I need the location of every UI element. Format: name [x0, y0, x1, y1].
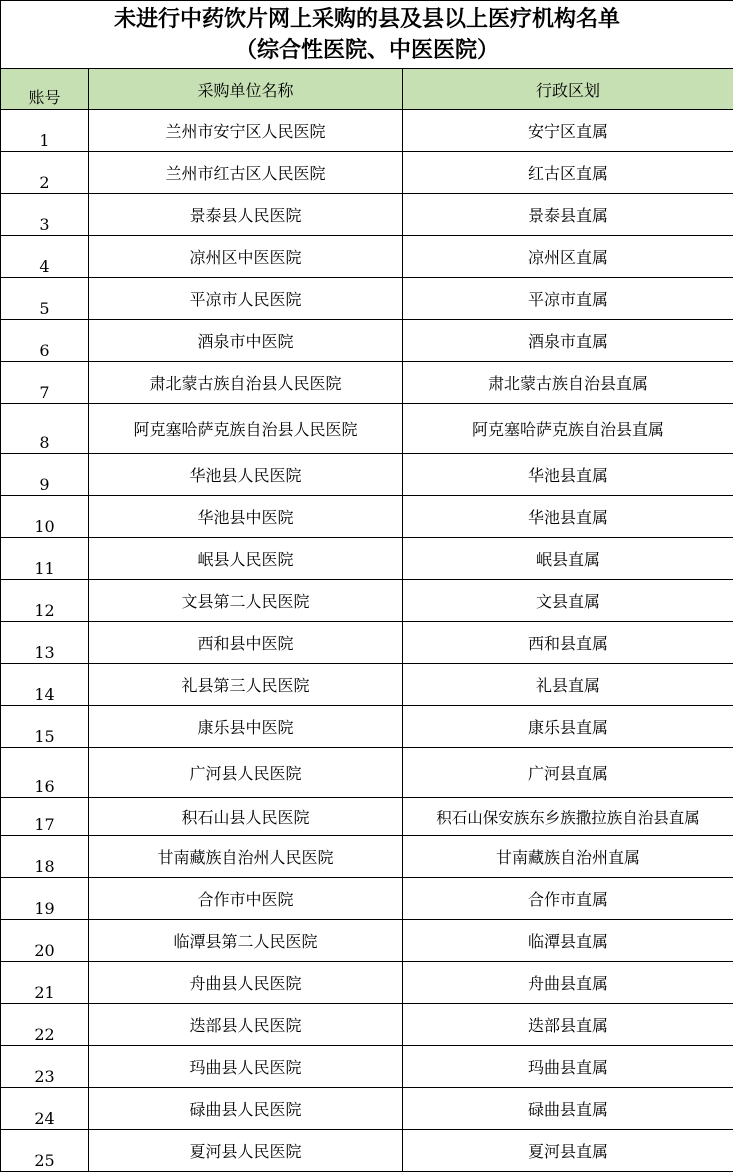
table-row: [1, 454, 733, 496]
row-hospital-name: 康乐县中医院: [89, 706, 403, 748]
row-region: 碌曲县直属: [403, 1088, 733, 1130]
row-id: 17: [1, 798, 89, 836]
table-row: [1, 920, 733, 962]
title-line-2: （综合性医院、中医医院）: [1, 35, 733, 66]
table-row: [1, 878, 733, 920]
table-row: [1, 622, 733, 664]
table-row: [1, 1004, 733, 1046]
row-region: 夏河县直属: [403, 1130, 733, 1172]
row-id: 18: [1, 836, 89, 878]
row-region: 肃北蒙古族自治县直属: [403, 362, 733, 404]
row-hospital-name: 甘南藏族自治州人民医院: [89, 836, 403, 878]
row-hospital-name: 积石山县人民医院: [89, 798, 403, 836]
row-region: 酒泉市直属: [403, 320, 733, 362]
table-row: [1, 962, 733, 1004]
row-id: 14: [1, 664, 89, 706]
column-header-id: 账号: [1, 69, 89, 110]
row-id: 5: [1, 278, 89, 320]
table-row: [1, 362, 733, 404]
row-region: 玛曲县直属: [403, 1046, 733, 1088]
row-hospital-name: 阿克塞哈萨克族自治县人民医院: [89, 404, 403, 454]
row-hospital-name: 平凉市人民医院: [89, 278, 403, 320]
row-region: 岷县直属: [403, 538, 733, 580]
row-region: 舟曲县直属: [403, 962, 733, 1004]
row-hospital-name: 兰州市红古区人民医院: [89, 152, 403, 194]
row-region: 临潭县直属: [403, 920, 733, 962]
row-region: 迭部县直属: [403, 1004, 733, 1046]
table-row: [1, 320, 733, 362]
row-hospital-name: 广河县人民医院: [89, 748, 403, 798]
table-row: [1, 748, 733, 798]
row-region: 华池县直属: [403, 454, 733, 496]
row-hospital-name: 文县第二人民医院: [89, 580, 403, 622]
row-region: 红古区直属: [403, 152, 733, 194]
table-row: [1, 798, 733, 836]
row-id: 19: [1, 878, 89, 920]
table-row: [1, 278, 733, 320]
row-id: 2: [1, 152, 89, 194]
row-hospital-name: 兰州市安宁区人民医院: [89, 110, 403, 152]
row-id: 15: [1, 706, 89, 748]
header-row: [1, 69, 733, 110]
row-hospital-name: 临潭县第二人民医院: [89, 920, 403, 962]
table-row: [1, 110, 733, 152]
table-row: [1, 538, 733, 580]
row-hospital-name: 碌曲县人民医院: [89, 1088, 403, 1130]
title-row: [1, 1, 733, 69]
row-id: 4: [1, 236, 89, 278]
row-hospital-name: 凉州区中医医院: [89, 236, 403, 278]
row-hospital-name: 岷县人民医院: [89, 538, 403, 580]
table-row: [1, 1088, 733, 1130]
title-cell: [1, 1, 733, 69]
row-id: 3: [1, 194, 89, 236]
row-id: 9: [1, 454, 89, 496]
table-row: [1, 664, 733, 706]
row-id: 11: [1, 538, 89, 580]
row-id: 1: [1, 110, 89, 152]
row-id: 12: [1, 580, 89, 622]
row-region: 景泰县直属: [403, 194, 733, 236]
row-hospital-name: 景泰县人民医院: [89, 194, 403, 236]
row-hospital-name: 合作市中医院: [89, 878, 403, 920]
title-line-1: 未进行中药饮片网上采购的县及县以上医疗机构名单: [1, 4, 733, 35]
row-hospital-name: 华池县人民医院: [89, 454, 403, 496]
row-region: 平凉市直属: [403, 278, 733, 320]
row-region: 阿克塞哈萨克族自治县直属: [403, 404, 733, 454]
row-region: 凉州区直属: [403, 236, 733, 278]
row-region: 西和县直属: [403, 622, 733, 664]
row-id: 16: [1, 748, 89, 798]
column-header-region: 行政区划: [403, 69, 733, 110]
row-hospital-name: 舟曲县人民医院: [89, 962, 403, 1004]
row-id: 8: [1, 404, 89, 454]
row-id: 20: [1, 920, 89, 962]
row-hospital-name: 肃北蒙古族自治县人民医院: [89, 362, 403, 404]
row-region: 安宁区直属: [403, 110, 733, 152]
table-row: [1, 706, 733, 748]
table-row: [1, 580, 733, 622]
row-id: 23: [1, 1046, 89, 1088]
table-row: [1, 1130, 733, 1172]
row-hospital-name: 西和县中医院: [89, 622, 403, 664]
row-region: 广河县直属: [403, 748, 733, 798]
column-header-name: 采购单位名称: [89, 69, 403, 110]
row-region: 合作市直属: [403, 878, 733, 920]
table-row: [1, 404, 733, 454]
row-hospital-name: 夏河县人民医院: [89, 1130, 403, 1172]
row-id: 10: [1, 496, 89, 538]
table-row: [1, 496, 733, 538]
table-row: [1, 836, 733, 878]
table-row: [1, 194, 733, 236]
row-hospital-name: 酒泉市中医院: [89, 320, 403, 362]
row-region: 积石山保安族东乡族撒拉族自治县直属: [403, 798, 733, 836]
row-region: 康乐县直属: [403, 706, 733, 748]
row-id: 21: [1, 962, 89, 1004]
row-id: 24: [1, 1088, 89, 1130]
table-row: [1, 1046, 733, 1088]
row-hospital-name: 玛曲县人民医院: [89, 1046, 403, 1088]
row-id: 7: [1, 362, 89, 404]
table-row: [1, 236, 733, 278]
row-hospital-name: 礼县第三人民医院: [89, 664, 403, 706]
row-id: 25: [1, 1130, 89, 1172]
row-hospital-name: 迭部县人民医院: [89, 1004, 403, 1046]
row-id: 13: [1, 622, 89, 664]
row-hospital-name: 华池县中医院: [89, 496, 403, 538]
row-region: 华池县直属: [403, 496, 733, 538]
row-region: 甘南藏族自治州直属: [403, 836, 733, 878]
row-region: 礼县直属: [403, 664, 733, 706]
row-id: 22: [1, 1004, 89, 1046]
row-id: 6: [1, 320, 89, 362]
row-region: 文县直属: [403, 580, 733, 622]
table-row: [1, 152, 733, 194]
